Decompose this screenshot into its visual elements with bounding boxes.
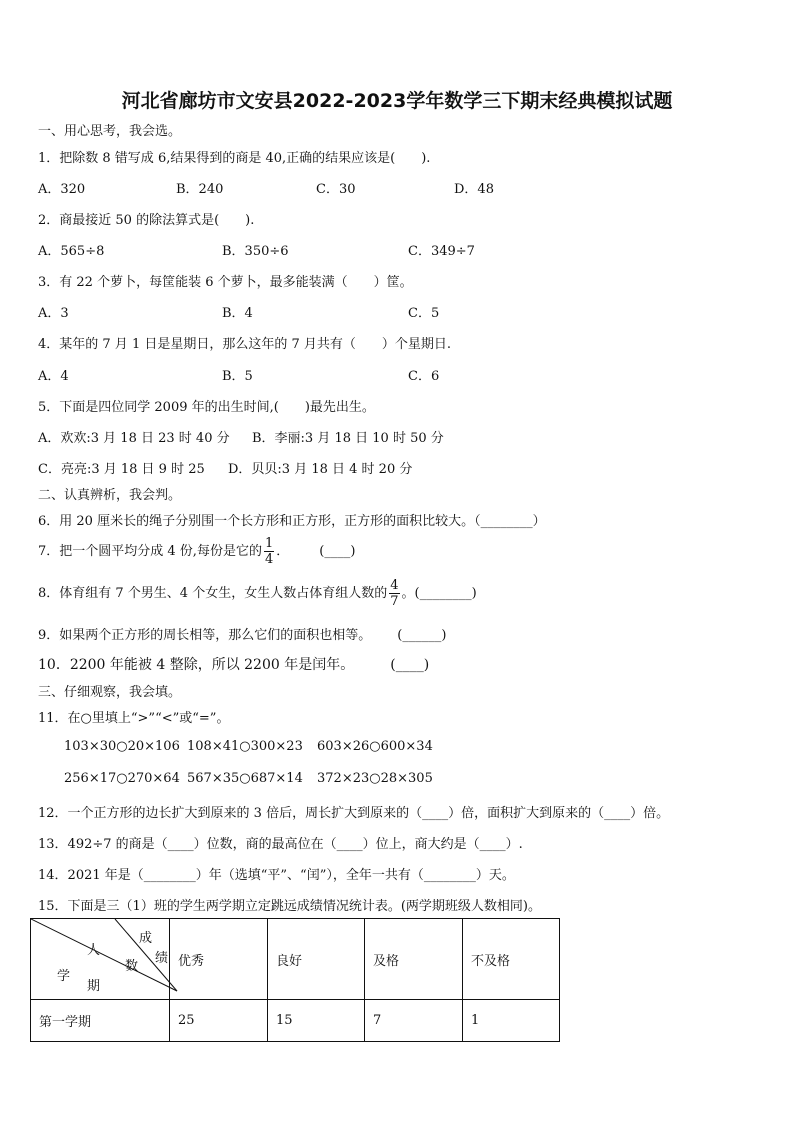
diag-word-cheng: 成: [139, 931, 153, 946]
question-10-text: 10．2200 年能被 4 整除，所以 2200 年是闰年。: [38, 657, 355, 673]
q11-compare-4[interactable]: 256×17○270×64: [64, 771, 180, 786]
question-7-end: ．: [276, 544, 290, 559]
fraction-numerator: 4: [390, 578, 399, 593]
q11-compare-1[interactable]: 103×30○20×106: [64, 739, 180, 754]
q1-option-d[interactable]: D．48: [454, 182, 494, 197]
q3-option-c[interactable]: C．5: [408, 306, 440, 321]
q4-option-b[interactable]: B．5: [222, 369, 253, 384]
q2-option-b[interactable]: B．350÷6: [222, 244, 289, 259]
question-9: [38, 624, 446, 643]
q7-answer-blank[interactable]: (____): [319, 544, 356, 559]
q5-option-a[interactable]: A．欢欢:3 月 18 日 23 时 40 分: [38, 431, 230, 446]
q5-option-c[interactable]: C．亮亮:3 月 18 日 9 时 25: [38, 462, 205, 477]
question-9-text: 9．如果两个正方形的周长相等，那么它们的面积也相等。: [38, 628, 372, 643]
header-pass: 及格: [365, 919, 463, 1000]
question-12: 12．一个正方形的边长扩大到原来的 3 倍后，周长扩大到原来的（____）倍，面积扩大到原来的（____）倍。: [38, 806, 670, 821]
fraction-numerator: 1: [264, 536, 274, 551]
long-jump-stats-table: [30, 918, 560, 1042]
cell-fail: 1: [463, 1000, 560, 1042]
cell-excellent: 25: [170, 1000, 268, 1042]
header-excellent: 优秀: [170, 919, 268, 1000]
q1-option-c[interactable]: C．30: [316, 182, 356, 197]
row-label: 第一学期: [31, 1000, 170, 1042]
question-8-end: 。: [401, 586, 415, 601]
question-15: 15．下面是三（1）班的学生两学期立定跳远成绩情况统计表。(两学期班级人数相同)。: [38, 899, 541, 914]
cell-pass: 7: [365, 1000, 463, 1042]
q8-answer-blank[interactable]: (________): [414, 586, 477, 601]
question-7-text: 7．把一个圆平均分成 4 份,每份是它的: [38, 544, 262, 559]
diag-word-shu: 数: [125, 959, 139, 974]
section-heading-judge: 二、认真辨析，我会判。: [38, 488, 182, 503]
question-7: [38, 536, 355, 567]
q11-compare-5[interactable]: 567×35○687×14: [187, 771, 303, 786]
q10-answer-blank[interactable]: (____): [390, 657, 430, 673]
q9-answer-blank[interactable]: (______): [397, 628, 447, 643]
q1-option-a[interactable]: A．320: [38, 182, 86, 197]
question-8-text: 8．体育组有 7 个男生、4 个女生，女生人数占体育组人数的: [38, 586, 388, 601]
diag-word-xue: 学: [57, 969, 71, 984]
q11-compare-2[interactable]: 108×41○300×23: [187, 739, 303, 754]
q11-compare-3[interactable]: 603×26○600×34: [317, 739, 433, 754]
question-8: [38, 578, 477, 609]
question-5: 5．下面是四位同学 2009 年的出生时间,( )最先出生。: [38, 400, 375, 415]
diag-word-ren: 人: [87, 943, 101, 958]
q5-option-d[interactable]: D．贝贝:3 月 18 日 4 时 20 分: [228, 462, 413, 477]
q3-option-b[interactable]: B．4: [222, 306, 253, 321]
q3-option-a[interactable]: A．3: [38, 306, 69, 321]
fraction-four-sevenths: [389, 578, 399, 609]
section-heading-choice: 一、用心思考，我会选。: [38, 124, 182, 139]
q2-option-c[interactable]: C．349÷7: [408, 244, 475, 259]
fraction-denominator: 4: [264, 552, 274, 567]
question-2: 2．商最接近 50 的除法算式是( ).: [38, 213, 255, 228]
fraction-denominator: 7: [390, 594, 399, 609]
question-6-text: 6．用 20 厘米长的绳子分别围一个长方形和正方形，正方形的面积比较大。: [38, 514, 475, 529]
diag-word-ji: 绩: [155, 951, 169, 966]
fraction-one-quarter: [264, 536, 274, 567]
diag-word-qi: 期: [87, 979, 101, 994]
q6-answer-blank[interactable]: （________）: [474, 514, 546, 529]
question-1: 1．把除数 8 错写成 6,结果得到的商是 40,正确的结果应该是( ).: [38, 151, 431, 166]
header-good: 良好: [268, 919, 365, 1000]
cell-good: 15: [268, 1000, 365, 1042]
q2-option-a[interactable]: A．565÷8: [38, 244, 105, 259]
question-14: 14．2021 年是（________）年（选填“平”、“闰”），全年一共有（________）天。: [38, 868, 515, 883]
question-13: 13．492÷7 的商是（____）位数，商的最高位在（____）位上，商大约是（____）.: [38, 837, 523, 852]
question-10: [38, 654, 429, 674]
q11-compare-6[interactable]: 372×23○28×305: [317, 771, 433, 786]
question-11: 11．在○里填上“>”“<”或“=”。: [38, 711, 230, 726]
q1-option-b[interactable]: B．240: [176, 182, 224, 197]
diagonal-header-cell: [31, 919, 170, 1000]
table-header-row: [31, 919, 560, 1000]
q4-option-a[interactable]: A．4: [38, 369, 69, 384]
question-3: 3．有 22 个萝卜，每筐能装 6 个萝卜，最多能装满（ ）筐。: [38, 275, 413, 290]
page-title: 河北省廊坊市文安县2022-2023学年数学三下期末经典模拟试题: [121, 90, 673, 112]
section-heading-fill: 三、仔细观察，我会填。: [38, 685, 182, 700]
question-4: 4．某年的 7 月 1 日是星期日，那么这年的 7 月共有（ ）个星期日.: [38, 337, 452, 352]
q4-option-c[interactable]: C．6: [408, 369, 440, 384]
header-fail: 不及格: [463, 919, 560, 1000]
q5-option-b[interactable]: B．李丽:3 月 18 日 10 时 50 分: [252, 431, 444, 446]
question-6: [38, 510, 546, 529]
table-row: [31, 1000, 560, 1042]
